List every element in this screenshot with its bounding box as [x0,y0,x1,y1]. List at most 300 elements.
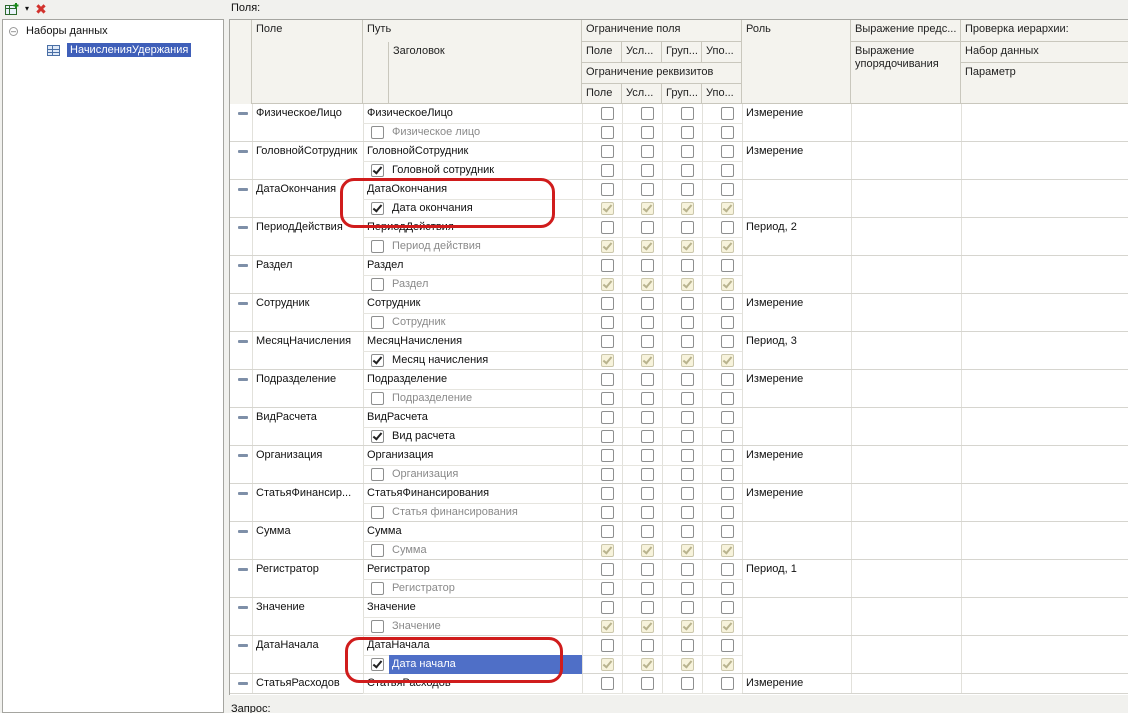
header-attr-group[interactable]: Груп... [662,84,702,104]
presentation-expr-cell[interactable] [851,142,961,161]
field-restriction-checkbox[interactable] [601,563,614,576]
attr-restriction-checkbox[interactable] [721,240,734,253]
attr-restriction-checkbox[interactable] [721,582,734,595]
attr-restriction-checkbox[interactable] [601,392,614,405]
field-restriction-checkbox[interactable] [641,639,654,652]
role-cell[interactable]: Измерение [746,145,804,157]
field-cell[interactable]: Регистратор [256,563,319,575]
check-mark-icon [373,658,383,668]
field-cell[interactable]: Раздел [256,259,293,271]
role-cell[interactable]: Измерение [746,373,804,385]
header-hierarchy-check[interactable]: Проверка иерархии: [961,20,1128,42]
presentation-expr-cell[interactable] [851,598,961,617]
presentation-expr-cell[interactable] [851,370,961,389]
field-type-icon [238,302,248,305]
hierarchy-check-cell[interactable] [961,408,1128,427]
field-restriction-checkbox[interactable] [601,107,614,120]
grid-divider [662,674,663,693]
attr-restriction-checkbox[interactable] [721,506,734,519]
presentation-expr-cell[interactable] [851,256,961,275]
title-cell[interactable] [363,199,582,218]
field-restriction-checkbox[interactable] [681,563,694,576]
field-restriction-checkbox[interactable] [601,487,614,500]
hierarchy-check-cell[interactable] [961,256,1128,275]
title-checkbox[interactable] [371,430,384,443]
title-checkbox[interactable] [371,164,384,177]
attr-restriction-checkbox[interactable] [601,468,614,481]
field-restriction-checkbox[interactable] [601,639,614,652]
title-cell[interactable] [363,465,582,484]
field-cell[interactable]: ДатаНачала [256,639,319,651]
presentation-expr-cell[interactable] [851,446,961,465]
hierarchy-check-cell[interactable] [961,674,1128,693]
attr-restriction-checkbox[interactable] [721,468,734,481]
field-restriction-checkbox[interactable] [681,221,694,234]
hierarchy-check-cell[interactable] [961,180,1128,199]
table-row[interactable] [230,522,1128,560]
path-cell[interactable]: Значение [367,601,416,613]
attr-restriction-checkbox[interactable] [681,164,694,177]
header-field[interactable]: Поле [252,20,363,104]
field-restriction-checkbox[interactable] [641,525,654,538]
table-row[interactable] [230,636,1128,674]
title-checkbox[interactable] [371,620,384,633]
attr-restriction-checkbox[interactable] [641,278,654,291]
title-cell[interactable] [363,503,582,522]
title-checkbox[interactable] [371,278,384,291]
grid-divider [622,674,623,693]
table-row[interactable] [230,560,1128,598]
datasets-tree [2,19,224,713]
field-cell[interactable]: МесяцНачисления [256,335,352,347]
table-row[interactable] [230,446,1128,484]
attr-restriction-checkbox[interactable] [721,202,734,215]
header-role[interactable]: Роль [742,20,851,104]
delete-icon[interactable]: ✖ [35,1,47,17]
presentation-expr-cell[interactable] [851,408,961,427]
header-title[interactable]: Заголовок [389,42,582,104]
check-mark-icon [603,240,613,250]
attr-restriction-checkbox[interactable] [681,240,694,253]
attr-restriction-checkbox[interactable] [601,240,614,253]
path-cell[interactable]: ДатаОкончания [367,183,448,195]
role-cell[interactable]: Измерение [746,449,804,461]
header-attr-field[interactable]: Поле [582,84,622,104]
check-mark-icon [603,620,613,630]
role-cell[interactable] [742,598,851,617]
attr-restriction-checkbox[interactable] [601,126,614,139]
field-cell[interactable]: Подразделение [256,373,337,385]
field-restriction-checkbox[interactable] [601,335,614,348]
title-cell[interactable] [363,655,582,674]
title-checkbox[interactable] [371,202,384,215]
attr-restriction-checkbox[interactable] [641,126,654,139]
attr-restriction-checkbox[interactable] [721,392,734,405]
field-restriction-checkbox[interactable] [681,335,694,348]
path-cell[interactable]: Организация [367,449,434,461]
header-restr-cond[interactable]: Усл... [622,42,662,63]
title-cell[interactable] [363,237,582,256]
title-cell[interactable] [363,617,582,636]
field-restriction-checkbox[interactable] [721,563,734,576]
title-text: Дата начала [389,655,582,674]
path-cell[interactable]: Регистратор [367,563,430,575]
field-restriction-checkbox[interactable] [641,259,654,272]
tree-item-datasets[interactable] [9,23,108,39]
check-mark-icon [723,202,733,212]
attr-restriction-checkbox[interactable] [641,506,654,519]
attr-restriction-checkbox[interactable] [721,164,734,177]
table-row[interactable] [230,370,1128,408]
title-cell[interactable] [363,351,582,370]
attr-restriction-checkbox[interactable] [601,506,614,519]
check-mark-icon [723,544,733,554]
check-mark-icon [683,202,693,212]
title-cell[interactable] [363,579,582,598]
attr-restriction-checkbox[interactable] [721,316,734,329]
field-restriction-checkbox[interactable] [721,525,734,538]
header-dataset[interactable]: Набор данных [961,42,1128,63]
attr-restriction-checkbox[interactable] [681,544,694,557]
attr-restriction-checkbox[interactable] [601,620,614,633]
role-cell[interactable]: Измерение [746,297,804,309]
presentation-expr-cell[interactable] [851,560,961,579]
fields-grid [229,19,1128,695]
presentation-expr-cell[interactable] [851,522,961,541]
field-restriction-checkbox[interactable] [601,259,614,272]
hierarchy-check-cell[interactable] [961,636,1128,655]
header-restr-order[interactable]: Упо... [702,42,742,63]
attr-restriction-checkbox[interactable] [641,620,654,633]
attr-restriction-checkbox[interactable] [601,202,614,215]
header-restr-group[interactable]: Груп... [662,42,702,63]
path-cell[interactable]: СтатьяРасходов [367,677,451,689]
role-cell[interactable]: Измерение [746,487,804,499]
header-attr-order[interactable]: Упо... [702,84,742,104]
field-restriction-checkbox[interactable] [721,601,734,614]
attr-restriction-checkbox[interactable] [641,430,654,443]
attr-restriction-checkbox[interactable] [641,240,654,253]
table-row[interactable] [230,674,1128,694]
role-cell[interactable] [742,522,851,541]
field-restriction-checkbox[interactable] [721,145,734,158]
hierarchy-check-cell[interactable] [961,332,1128,351]
title-checkbox[interactable] [371,392,384,405]
header-parameter[interactable]: Параметр [961,63,1128,104]
hierarchy-check-cell[interactable] [961,560,1128,579]
path-cell[interactable]: Раздел [367,259,404,271]
path-cell[interactable]: ДатаНачала [367,639,430,651]
attr-restriction-checkbox[interactable] [681,506,694,519]
field-restriction-checkbox[interactable] [681,449,694,462]
query-label: Запрос: [231,703,271,713]
field-restriction-checkbox[interactable] [641,107,654,120]
title-checkbox[interactable] [371,658,384,671]
header-path[interactable]: Путь [363,20,582,42]
check-mark-icon [373,202,383,212]
title-checkbox[interactable] [371,240,384,253]
role-cell[interactable] [742,636,851,655]
table-row[interactable] [230,598,1128,636]
field-cell[interactable]: Организация [256,449,323,461]
path-cell[interactable]: ГоловнойСотрудник [367,145,469,157]
field-restriction-checkbox[interactable] [601,525,614,538]
title-checkbox[interactable] [371,316,384,329]
field-restriction-checkbox[interactable] [721,107,734,120]
hierarchy-check-cell[interactable] [961,370,1128,389]
path-cell[interactable]: СтатьяФинансирования [367,487,490,499]
field-restriction-checkbox[interactable] [721,411,734,424]
title-cell[interactable] [363,161,582,180]
field-cell[interactable]: Значение [256,601,305,613]
presentation-expr-cell[interactable] [851,636,961,655]
field-restriction-checkbox[interactable] [721,487,734,500]
title-checkbox[interactable] [371,582,384,595]
field-restriction-checkbox[interactable] [601,221,614,234]
header-field-restriction[interactable]: Ограничение поля [582,20,742,42]
check-mark-icon [603,544,613,554]
field-restriction-checkbox[interactable] [681,601,694,614]
role-cell[interactable] [742,180,851,199]
field-cell[interactable]: СтатьяФинансир... [256,487,352,499]
attr-restriction-checkbox[interactable] [601,544,614,557]
check-mark-icon [723,354,733,364]
header-order-expr[interactable]: Выражение упорядочивания [851,42,961,104]
field-cell[interactable]: ВидРасчета [256,411,317,423]
field-restriction-checkbox[interactable] [601,411,614,424]
path-cell[interactable]: МесяцНачисления [367,335,463,347]
field-restriction-checkbox[interactable] [641,487,654,500]
path-cell[interactable]: ПериодДействия [367,221,454,233]
field-restriction-checkbox[interactable] [641,563,654,576]
attr-restriction-checkbox[interactable] [681,278,694,291]
attr-restriction-checkbox[interactable] [641,544,654,557]
field-cell[interactable]: ГоловнойСотрудник [256,145,358,157]
field-restriction-checkbox[interactable] [681,145,694,158]
field-cell[interactable]: ПериодДействия [256,221,343,233]
title-checkbox[interactable] [371,126,384,139]
table-row[interactable] [230,484,1128,522]
attr-restriction-checkbox[interactable] [641,354,654,367]
field-restriction-checkbox[interactable] [681,183,694,196]
attr-restriction-checkbox[interactable] [681,354,694,367]
field-restriction-checkbox[interactable] [601,677,614,690]
field-restriction-checkbox[interactable] [681,411,694,424]
field-restriction-checkbox[interactable] [641,601,654,614]
header-restr-field[interactable]: Поле [582,42,622,63]
attr-restriction-checkbox[interactable] [641,658,654,671]
attr-restriction-checkbox[interactable] [641,202,654,215]
field-restriction-checkbox[interactable] [641,145,654,158]
attr-restriction-checkbox[interactable] [641,316,654,329]
header-gutter [230,20,252,104]
title-cell[interactable] [363,275,582,294]
role-cell[interactable]: Измерение [746,677,804,689]
attr-restriction-checkbox[interactable] [641,392,654,405]
field-restriction-checkbox[interactable] [641,449,654,462]
field-restriction-checkbox[interactable] [721,183,734,196]
hierarchy-check-cell[interactable] [961,446,1128,465]
title-checkbox[interactable] [371,354,384,367]
field-restriction-checkbox[interactable] [601,449,614,462]
field-restriction-checkbox[interactable] [641,373,654,386]
field-restriction-checkbox[interactable] [641,335,654,348]
attr-restriction-checkbox[interactable] [721,278,734,291]
attr-restriction-checkbox[interactable] [721,126,734,139]
role-cell[interactable]: Период, 2 [746,221,797,233]
attr-restriction-checkbox[interactable] [681,202,694,215]
hierarchy-check-cell[interactable] [961,142,1128,161]
title-checkbox[interactable] [371,506,384,519]
hierarchy-check-cell[interactable] [961,218,1128,237]
path-cell[interactable]: Сумма [367,525,402,537]
attr-restriction-checkbox[interactable] [601,278,614,291]
title-checkbox[interactable] [371,544,384,557]
title-text: Статья финансирования [392,506,518,518]
presentation-expr-cell[interactable] [851,218,961,237]
attr-restriction-checkbox[interactable] [681,430,694,443]
attr-restriction-checkbox[interactable] [641,582,654,595]
attr-restriction-checkbox[interactable] [681,468,694,481]
hierarchy-check-cell[interactable] [961,104,1128,123]
field-restriction-checkbox[interactable] [601,601,614,614]
hierarchy-check-cell[interactable] [961,522,1128,541]
presentation-expr-cell[interactable] [851,484,961,503]
field-restriction-checkbox[interactable] [641,183,654,196]
presentation-expr-cell[interactable] [851,674,961,693]
tree-item-label: НачисленияУдержания [67,43,191,57]
presentation-expr-cell[interactable] [851,180,961,199]
presentation-expr-cell[interactable] [851,104,961,123]
role-cell[interactable]: Период, 1 [746,563,797,575]
field-restriction-checkbox[interactable] [681,107,694,120]
role-cell[interactable] [742,408,851,427]
field-type-icon [238,530,248,533]
field-restriction-checkbox[interactable] [721,335,734,348]
attr-restriction-checkbox[interactable] [721,658,734,671]
attr-restriction-checkbox[interactable] [601,316,614,329]
field-restriction-checkbox[interactable] [601,183,614,196]
field-cell[interactable]: СтатьяРасходов [256,677,340,689]
role-cell[interactable]: Измерение [746,107,804,119]
field-restriction-checkbox[interactable] [681,487,694,500]
field-restriction-checkbox[interactable] [681,259,694,272]
header-presentation-expr[interactable]: Выражение предс... [851,20,961,42]
title-cell[interactable] [363,541,582,560]
attr-restriction-checkbox[interactable] [681,658,694,671]
attr-restriction-checkbox[interactable] [681,620,694,633]
field-restriction-checkbox[interactable] [721,259,734,272]
title-checkbox[interactable] [371,468,384,481]
field-restriction-checkbox[interactable] [681,297,694,310]
field-restriction-checkbox[interactable] [681,639,694,652]
hierarchy-check-cell[interactable] [961,484,1128,503]
field-restriction-checkbox[interactable] [601,145,614,158]
table-row[interactable] [230,408,1128,446]
field-cell[interactable]: ФизическоеЛицо [256,107,342,119]
field-cell[interactable]: ДатаОкончания [256,183,337,195]
attr-restriction-checkbox[interactable] [641,468,654,481]
table-row[interactable] [230,104,1128,142]
field-restriction-checkbox[interactable] [681,525,694,538]
attr-restriction-checkbox[interactable] [721,354,734,367]
attr-restriction-checkbox[interactable] [601,164,614,177]
field-restriction-checkbox[interactable] [721,639,734,652]
table-row[interactable] [230,294,1128,332]
hierarchy-check-cell[interactable] [961,598,1128,617]
path-cell[interactable]: Сотрудник [367,297,421,309]
path-cell[interactable]: ФизическоеЛицо [367,107,453,119]
table-row[interactable] [230,332,1128,370]
add-table-icon[interactable] [4,2,20,16]
field-restriction-checkbox[interactable] [721,297,734,310]
title-cell[interactable] [363,427,582,446]
title-cell[interactable] [363,313,582,332]
attr-restriction-checkbox[interactable] [601,658,614,671]
field-restriction-checkbox[interactable] [721,677,734,690]
check-mark-icon [603,658,613,668]
path-cell[interactable]: Подразделение [367,373,448,385]
hierarchy-check-cell[interactable] [961,294,1128,313]
header-attr-restriction[interactable]: Ограничение реквизитов [582,63,742,84]
title-text: Подразделение [392,392,473,404]
field-restriction-checkbox[interactable] [681,373,694,386]
presentation-expr-cell[interactable] [851,294,961,313]
attr-restriction-checkbox[interactable] [681,582,694,595]
table-row[interactable] [230,256,1128,294]
check-mark-icon [373,164,383,174]
attr-restriction-checkbox[interactable] [681,126,694,139]
check-mark-icon [723,240,733,250]
field-restriction-checkbox[interactable] [681,677,694,690]
tree-item-dataset[interactable] [47,42,191,58]
presentation-expr-cell[interactable] [851,332,961,351]
field-restriction-checkbox[interactable] [721,449,734,462]
field-cell[interactable]: Сотрудник [256,297,310,309]
attr-restriction-checkbox[interactable] [601,354,614,367]
table-row[interactable] [230,218,1128,256]
attr-restriction-checkbox[interactable] [641,164,654,177]
field-restriction-checkbox[interactable] [641,677,654,690]
title-cell[interactable] [363,123,582,142]
field-restriction-checkbox[interactable] [641,221,654,234]
table-row[interactable] [230,180,1128,218]
attr-restriction-checkbox[interactable] [721,620,734,633]
attr-restriction-checkbox[interactable] [681,316,694,329]
chevron-down-icon[interactable]: ▾ [24,4,29,13]
field-restriction-checkbox[interactable] [721,373,734,386]
collapse-icon[interactable]: – [10,25,16,36]
table-row[interactable] [230,142,1128,180]
field-restriction-checkbox[interactable] [721,221,734,234]
attr-restriction-checkbox[interactable] [721,430,734,443]
title-cell[interactable] [363,389,582,408]
role-cell[interactable]: Период, 3 [746,335,797,347]
attr-restriction-checkbox[interactable] [721,544,734,557]
field-restriction-checkbox[interactable] [601,297,614,310]
field-restriction-checkbox[interactable] [601,373,614,386]
title-text: Физическое лицо [392,126,481,138]
field-cell[interactable]: Сумма [256,525,291,537]
role-cell[interactable] [742,256,851,275]
field-restriction-checkbox[interactable] [641,411,654,424]
attr-restriction-checkbox[interactable] [601,430,614,443]
attr-restriction-checkbox[interactable] [601,582,614,595]
attr-restriction-checkbox[interactable] [681,392,694,405]
field-restriction-checkbox[interactable] [641,297,654,310]
path-cell[interactable]: ВидРасчета [367,411,428,423]
header-attr-cond[interactable]: Усл... [622,84,662,104]
